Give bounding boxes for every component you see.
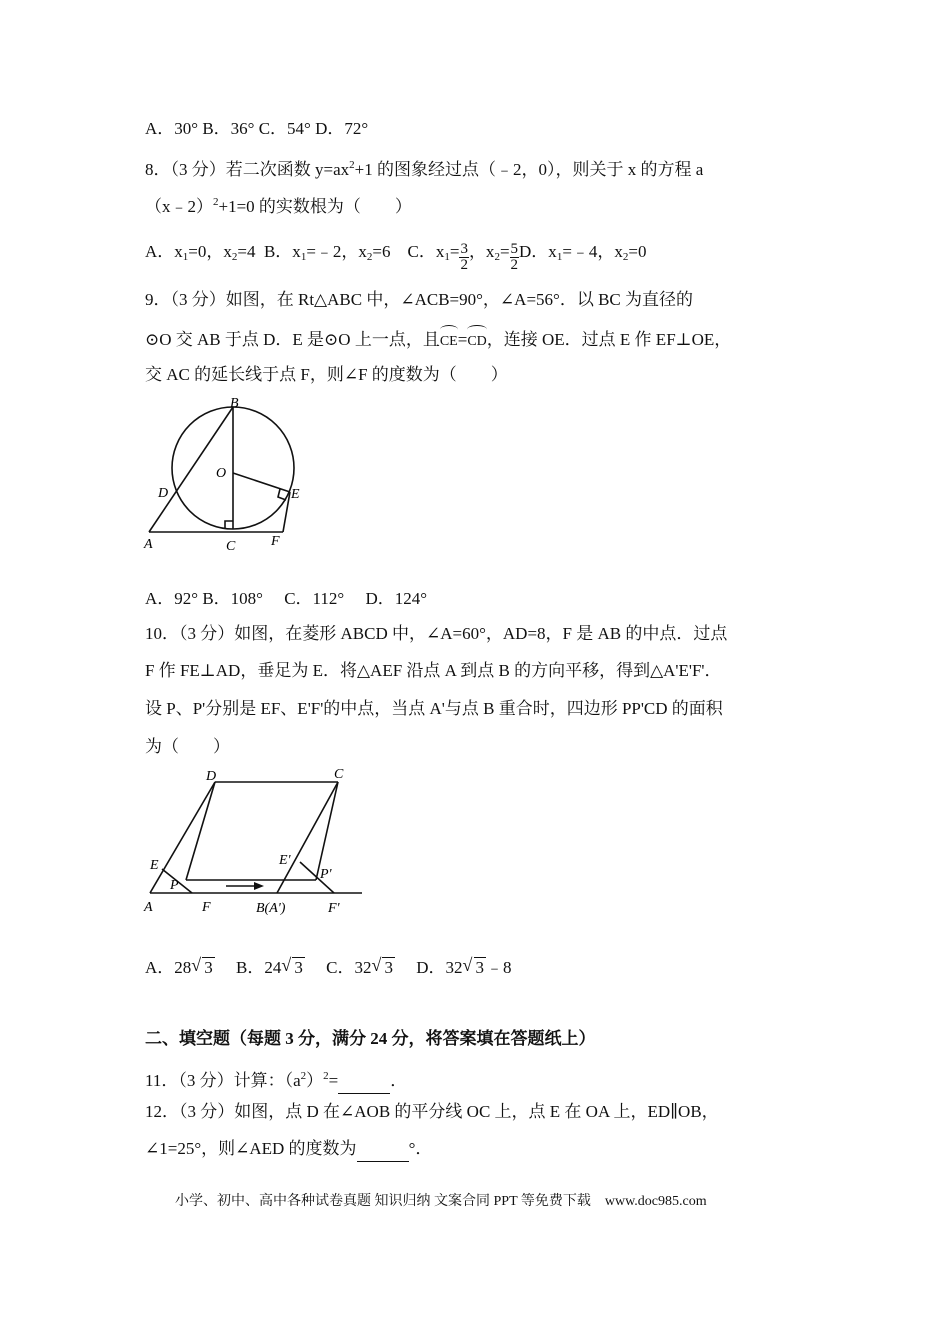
q10-options — [145, 956, 512, 980]
segment-cp2 — [316, 782, 338, 880]
label-a: A — [144, 900, 153, 915]
label-f: F — [271, 534, 280, 549]
q9-stem-line1: 9．（3 分）如图，在 Rt△ABC 中，∠ACB=90°，∠A=56°．以 BC 为直径的 — [145, 290, 694, 309]
q9-figure — [140, 392, 320, 557]
q9-options: A．92° B．108° C．112° D．124° — [145, 589, 428, 608]
sqrt-3: √ 3 — [281, 955, 303, 977]
q8-option-c: C．$x_1=$ $\frac{3}{2}$ ，$x_2=$ $\frac{5}{2}$ — [407, 241, 519, 273]
q10-stem-line4: 为（ ） — [145, 737, 230, 756]
label-d: D — [206, 769, 217, 784]
q12-answer-blank[interactable] — [357, 1137, 409, 1162]
sqrt-3: √ 3 — [462, 955, 484, 977]
right-angle-c — [225, 521, 233, 529]
arc-cd: CD — [467, 326, 486, 354]
label-c: C — [334, 767, 344, 782]
label-f-prime: F' — [328, 901, 340, 916]
q10-stem-line1: 10．（3 分）如图，在菱形 ABCD 中，∠A=60°，AD=8，F 是 AB 的中点．过点 — [145, 624, 728, 643]
segment-ad — [150, 782, 215, 893]
q8-stem-line2: （x﹣2）$^2$+1=0 的实数根为（ ） — [145, 196, 412, 216]
label-p-prime: P' — [320, 867, 332, 882]
label-a: A — [144, 537, 153, 552]
fraction-3-2: $\frac{3}{2}$ — [460, 241, 468, 273]
q9-stem-line2: ⊙O 交 AB 于点 D．E 是⊙O 上一点，且CE=CD，连接 OE．过点 E 作 EF⊥OE， — [145, 326, 731, 354]
label-b: B — [230, 396, 239, 411]
label-f: F — [202, 900, 211, 915]
q10-stem-line3: 设 P、P'分别是 EF、E'F'的中点，当点 A'与点 B 重合时，四边形 PP'CD 的面积 — [145, 699, 723, 718]
q8-option-d: D．$x_1=﹣4$，$x_2=0$ — [519, 242, 647, 263]
q10-option-d: D．32 √ 3 ﹣8 — [416, 958, 511, 977]
arc-ce: CE — [440, 326, 458, 354]
q11-stem: 11．（3 分）计算：$(a^2)^2=$ ． — [145, 1064, 407, 1094]
label-e: E — [291, 487, 300, 502]
q11-answer-blank[interactable] — [338, 1069, 390, 1094]
q12-stem-line2: ∠1=25°，则∠AED 的度数为 °． — [145, 1137, 432, 1162]
label-o: O — [216, 466, 227, 481]
q10-option-b: B．24 √ 3 — [236, 958, 305, 977]
segment-dp — [186, 782, 215, 880]
q8-stem-line1: 8．（3 分）若二次函数 $y=ax^2+1$ 的图象经过点（﹣2，0），则关于 x 的方程 a — [145, 159, 704, 179]
section-fill-in-blank-title: 二、填空题（每题 3 分，满分 24 分，将答案填在答题纸上） — [145, 1029, 596, 1048]
q10-option-c: C．32 √ 3 — [326, 958, 395, 977]
q8-option-a: A．$x_1=0$，$x_2=4$ — [145, 242, 256, 263]
label-e-prime: E' — [279, 853, 291, 868]
q12-stem-line1: 12．（3 分）如图，点 D 在∠AOB 的平分线 OC 上，点 E 在 OA 上，ED∥OB， — [145, 1102, 719, 1121]
label-c: C — [226, 539, 236, 554]
label-b-a-prime: B(A') — [256, 901, 286, 916]
q9-stem-line3: 交 AC 的延长线于点 F，则∠F 的度数为（ ） — [145, 365, 508, 384]
sqrt-3: √ 3 — [371, 955, 393, 977]
segment-oe — [233, 473, 290, 492]
fraction-5-2: $\frac{5}{2}$ — [510, 241, 519, 273]
q10-figure — [140, 762, 370, 922]
arrow-right-icon — [226, 882, 264, 890]
label-p: P — [170, 878, 179, 893]
q10-stem-line2: F 作 FE⊥AD，垂足为 E．将△AEF 沿点 A 到点 B 的方向平移，得到△A'E'F'． — [145, 661, 722, 680]
label-d: D — [158, 486, 169, 501]
q8-option-b: B．$x_1=﹣2$，$x_2=6$ — [263, 242, 391, 263]
q8-options — [145, 240, 647, 273]
q10-option-a: A．28 √ 3 — [145, 958, 215, 977]
sqrt-3: √ 3 — [191, 955, 213, 977]
label-e: E — [150, 858, 159, 873]
q7-options: A．30° B．36° C．54° D．72° — [145, 119, 369, 138]
page-footer: 小学、初中、高中各种试卷真题 知识归纳 文案合同 PPT 等免费下载 www.doc985.com — [175, 1194, 707, 1209]
